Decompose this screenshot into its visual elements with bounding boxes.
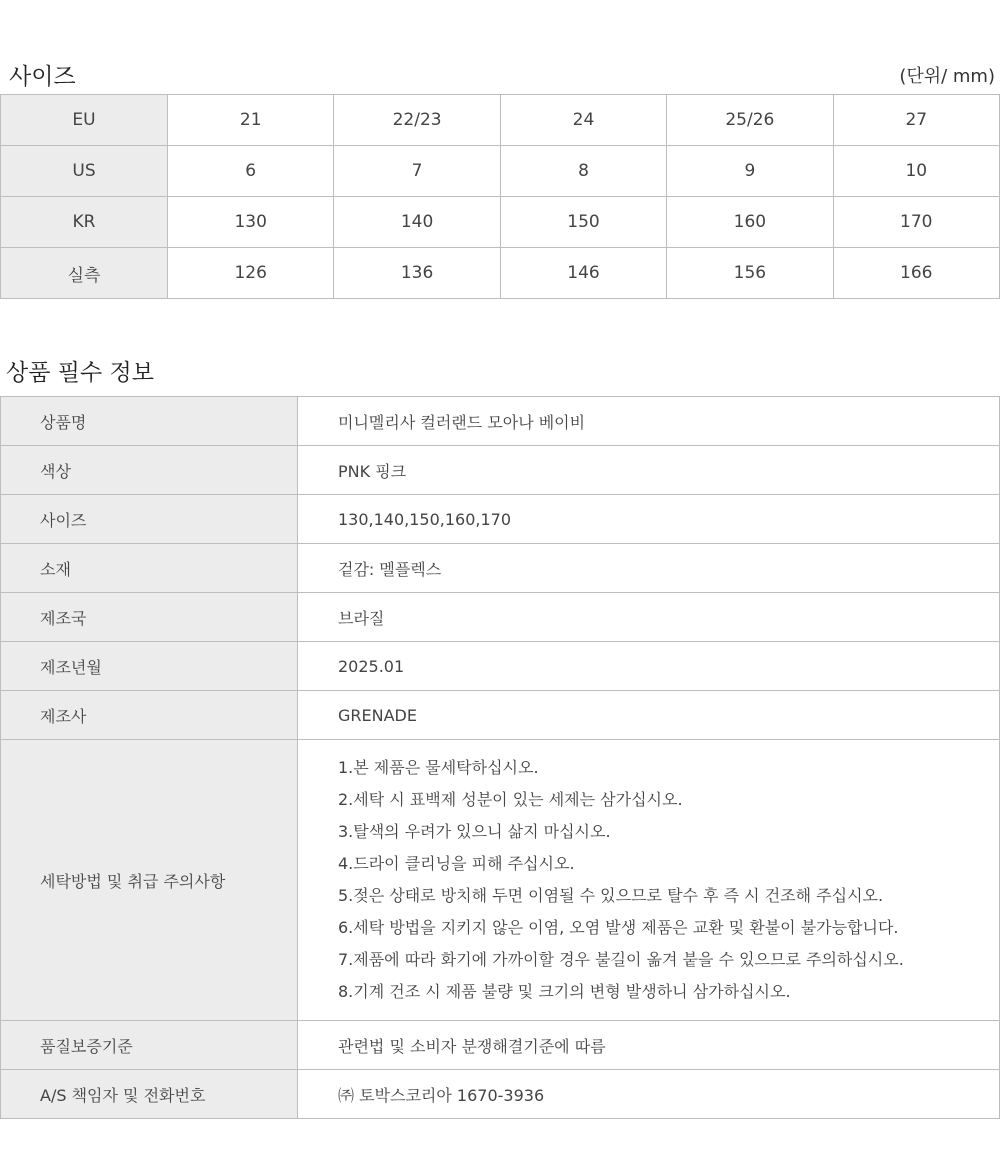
size-row-us bbox=[1, 146, 1000, 197]
size-cell: 150 bbox=[500, 197, 666, 248]
info-value: 130,140,150,160,170 bbox=[298, 495, 1000, 544]
care-list bbox=[338, 752, 999, 1008]
care-item: 6.세탁 방법을 지키지 않은 이염, 오염 발생 제품은 교환 및 환불이 불가능합니다. bbox=[338, 918, 899, 937]
size-cell: 140 bbox=[334, 197, 500, 248]
size-cell: 25/26 bbox=[667, 95, 833, 146]
size-cell: 156 bbox=[667, 248, 833, 299]
size-cell: 6 bbox=[168, 146, 334, 197]
info-row-manufacturer bbox=[1, 691, 1000, 740]
size-row-eu bbox=[1, 95, 1000, 146]
info-value: 겉감: 멜플렉스 bbox=[298, 544, 1000, 593]
size-cell: 160 bbox=[667, 197, 833, 248]
size-row-label: US bbox=[1, 146, 168, 197]
info-label: 소재 bbox=[1, 544, 298, 593]
size-cell: 8 bbox=[500, 146, 666, 197]
info-label: 색상 bbox=[1, 446, 298, 495]
info-row-product-name bbox=[1, 397, 1000, 446]
info-label: 품질보증기준 bbox=[1, 1021, 298, 1070]
info-row-color bbox=[1, 446, 1000, 495]
size-cell: 136 bbox=[334, 248, 500, 299]
size-section-title: 사이즈 bbox=[9, 64, 76, 90]
size-unit-label: (단위/ mm) bbox=[899, 66, 995, 87]
product-info-title: 상품 필수 정보 bbox=[6, 360, 154, 386]
info-label: A/S 책임자 및 전화번호 bbox=[1, 1070, 298, 1119]
info-label: 사이즈 bbox=[1, 495, 298, 544]
info-value: ㈜ 토박스코리아 1670-3936 bbox=[298, 1070, 1000, 1119]
size-row-label: KR bbox=[1, 197, 168, 248]
size-cell: 10 bbox=[833, 146, 999, 197]
info-value: 2025.01 bbox=[298, 642, 1000, 691]
info-row-as-contact bbox=[1, 1070, 1000, 1119]
size-cell: 146 bbox=[500, 248, 666, 299]
info-value: PNK 핑크 bbox=[298, 446, 1000, 495]
info-label: 제조국 bbox=[1, 593, 298, 642]
care-item: 2.세탁 시 표백제 성분이 있는 세제는 삼가십시오. bbox=[338, 790, 683, 809]
info-value: GRENADE bbox=[298, 691, 1000, 740]
info-value: 관련법 및 소비자 분쟁해결기준에 따름 bbox=[298, 1021, 1000, 1070]
size-row-label: EU bbox=[1, 95, 168, 146]
info-value: 미니멜리사 컬러랜드 모아나 베이비 bbox=[298, 397, 1000, 446]
care-item: 1.본 제품은 물세탁하십시오. bbox=[338, 758, 539, 777]
size-table bbox=[0, 94, 1000, 299]
info-row-quality-standard bbox=[1, 1021, 1000, 1070]
info-value: 브라질 bbox=[298, 593, 1000, 642]
care-item: 4.드라이 클리닝을 피해 주십시오. bbox=[338, 854, 575, 873]
info-row-care bbox=[1, 740, 1000, 1021]
size-cell: 7 bbox=[334, 146, 500, 197]
size-row-label: 실측 bbox=[1, 248, 168, 299]
size-row-measured bbox=[1, 248, 1000, 299]
info-label: 상품명 bbox=[1, 397, 298, 446]
size-cell: 9 bbox=[667, 146, 833, 197]
size-row-kr bbox=[1, 197, 1000, 248]
size-cell: 24 bbox=[500, 95, 666, 146]
info-row-country bbox=[1, 593, 1000, 642]
size-cell: 27 bbox=[833, 95, 999, 146]
size-cell: 21 bbox=[168, 95, 334, 146]
care-item: 3.탈색의 우려가 있으니 삶지 마십시오. bbox=[338, 822, 611, 841]
size-cell: 130 bbox=[168, 197, 334, 248]
care-item: 7.제품에 따라 화기에 가까이할 경우 불길이 옮겨 붙을 수 있으므로 주의하십시오. bbox=[338, 950, 904, 969]
info-label: 제조사 bbox=[1, 691, 298, 740]
size-cell: 126 bbox=[168, 248, 334, 299]
info-label: 제조년월 bbox=[1, 642, 298, 691]
care-instructions bbox=[298, 740, 1000, 1021]
size-cell: 166 bbox=[833, 248, 999, 299]
size-cell: 22/23 bbox=[334, 95, 500, 146]
info-row-size bbox=[1, 495, 1000, 544]
size-cell: 170 bbox=[833, 197, 999, 248]
info-row-manufacture-date bbox=[1, 642, 1000, 691]
care-item: 8.기계 건조 시 제품 불량 및 크기의 변형 발생하니 삼가하십시오. bbox=[338, 982, 791, 1001]
info-label: 세탁방법 및 취급 주의사항 bbox=[1, 740, 298, 1021]
product-info-table bbox=[0, 396, 1000, 1119]
size-section-header bbox=[0, 52, 1000, 92]
info-row-material bbox=[1, 544, 1000, 593]
care-item: 5.젖은 상태로 방치해 두면 이염될 수 있으므로 탈수 후 즉 시 건조해 주십시오. bbox=[338, 886, 884, 905]
